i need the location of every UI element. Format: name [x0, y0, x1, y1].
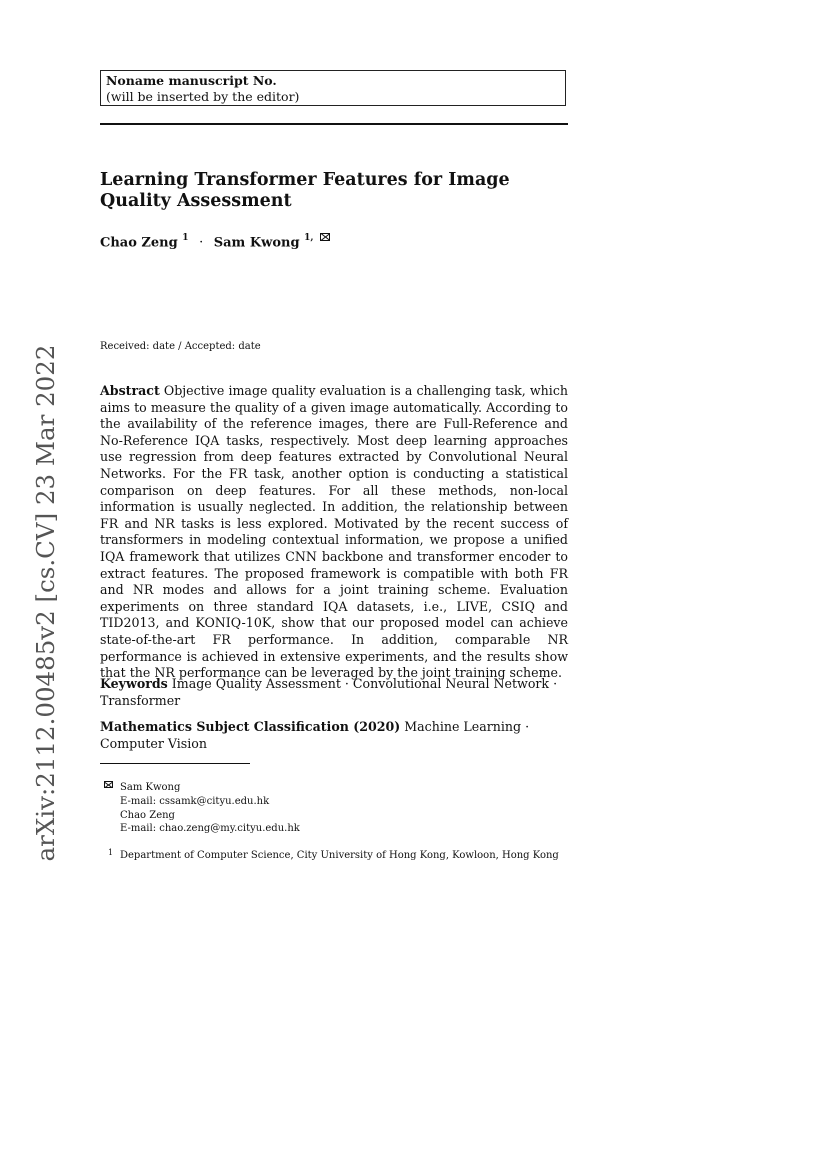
contact-line: Chao Zeng	[120, 810, 175, 821]
abstract-label: Abstract	[100, 383, 160, 398]
paper-title: Learning Transformer Features for Image Quality Assessment	[100, 170, 510, 211]
author-separator: ·	[199, 235, 204, 251]
header-rule	[100, 123, 568, 125]
abstract	[100, 383, 568, 682]
author-list	[100, 234, 330, 250]
footnote-rule	[100, 763, 250, 764]
affiliation: Department of Computer Science, City University of Hong Kong, Kowloon, Hong Kong	[120, 850, 559, 861]
msc-text: Machine Learning · Computer Vision	[100, 719, 530, 751]
contact-line: Sam Kwong	[120, 782, 181, 793]
keywords-label: Keywords	[100, 676, 168, 691]
manuscript-header-box	[100, 70, 566, 106]
subject-classification	[100, 719, 568, 752]
author-name: Chao Zeng	[100, 235, 178, 251]
envelope-icon	[320, 233, 330, 241]
contact-line: E-mail: cssamk@cityu.edu.hk	[120, 796, 270, 807]
manuscript-number: Noname manuscript No.	[106, 73, 277, 88]
arxiv-stamp: arXiv:2112.00485v2 [cs.CV] 23 Mar 2022	[31, 344, 60, 862]
keywords	[100, 676, 568, 709]
affiliation-mark: 1	[108, 848, 114, 857]
editor-note: (will be inserted by the editor)	[106, 89, 300, 104]
abstract-text: Objective image quality evaluation is a challenging task, which aims to measure the quality of a given image automatically. According to the availability of the reference images, there are Full-Reference and No-Reference IQA tasks, respectively. Most deep learning approaches use regression from deep features extracted by Convolutional Neural Networks. For the FR task, another option is conducting a statistical comparison on deep features. For all these methods, non-local information is usually neglected. In addition, the relationship between FR and NR tasks is less explored. Motivated by the recent success of transformers in modeling contextual information, we propose a unified IQA framework that utilizes CNN backbone and transformer encoder to extract features. The proposed framework is compatible with both FR and NR modes and allows for a joint training scheme. Evaluation experiments on three standard IQA datasets, i.e., LIVE, CSIQ and TID2013, and KONIQ-10K, show that our proposed model can achieve state-of-the-art FR performance. In addition, comparable NR performance is achieved in extensive experiments, and the results show that the NR performance can be leveraged by the joint training scheme.	[100, 383, 568, 681]
msc-label: Mathematics Subject Classification (2020)	[100, 719, 401, 734]
author-affiliation: 1,	[304, 233, 314, 243]
author-affiliation: 1	[182, 233, 189, 243]
contact-line: E-mail: chao.zeng@my.cityu.edu.hk	[120, 823, 300, 834]
received-accepted-dates: Received: date / Accepted: date	[100, 341, 261, 352]
author-name: Sam Kwong	[213, 235, 300, 251]
keywords-text: Image Quality Assessment · Convolutional Neural Network · Transformer	[100, 676, 558, 708]
envelope-icon	[104, 781, 113, 788]
